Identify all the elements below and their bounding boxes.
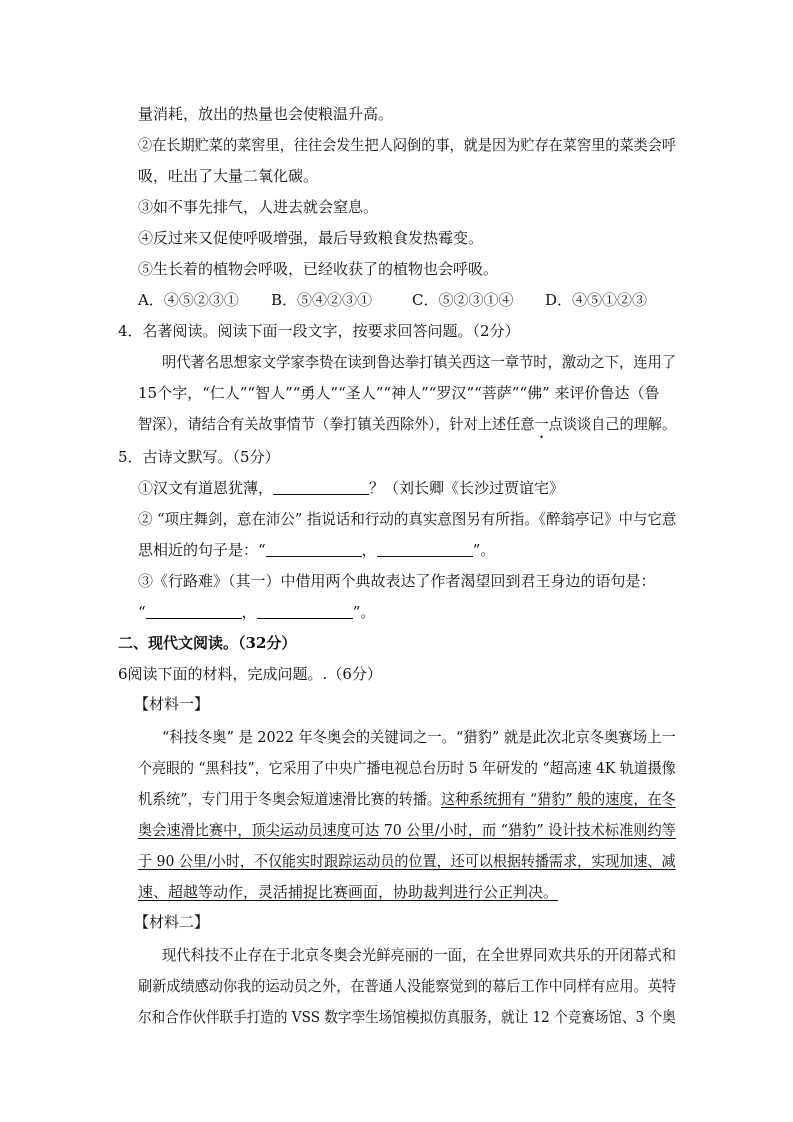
q5-item-1-source: ？（刘长卿《长沙过贾谊宅》 [369,479,565,497]
q4-line-1: 明代著名思想家文学家李贽在读到鲁达拳打镇关西这一章节时，激动之下，连用了 [162,353,677,371]
q5-blank-1[interactable] [273,480,369,495]
q4-line-3 [138,414,676,442]
material-1-line-6: 速、超越等动作，灵活捕捉比赛画面，协助裁判进行公正判决。 [138,883,559,901]
q4-emphasis-char: 一 [534,415,549,433]
material-2-line-3: 尔和合作伙伴联手打造的 VSS 数字孪生场馆模拟仿真服务，就让 12 个竞赛场馆、3 个奥 [138,1008,676,1026]
q5-item-3-line-2 [138,602,375,622]
q5-close-2: ”。 [352,603,376,621]
material-2-line-1: 现代科技不止存在于北京冬奥会光鲜亮丽的一面，在全世界同欢共乐的开闭幕式和 [162,946,677,964]
q5-blank-4[interactable] [146,604,242,619]
q4-title: 4．名著阅读。阅读下面一段文字，按要求回答问题。（2分） [118,322,520,340]
q5-item-1-prompt: ①汉文有道恩犹薄， [138,479,274,497]
q3-option-a: A．④⑤②③① [138,291,239,309]
material-1-line-5: 于 90 公里/小时，不仅能实时跟踪运动员的位置，还可以根据转播需求，实现加速、减 [138,852,676,870]
section-2-title: 二、现代文阅读。（32分） [118,634,297,652]
material-1-line-3b: 这种系统拥有 “猎豹” 般的速度，在冬 [440,790,676,808]
q5-open-quote: “ [138,603,146,621]
q6-title: 6阅读下面的材料，完成问题。.（6分） [118,665,382,683]
material-1-line-1: “科技冬奥” 是 2022 年冬奥会的关键词之一。“猎豹” 就是此次北京冬奥赛场上一 [162,728,676,746]
q3-option-b: B．⑤④②③① [271,291,373,309]
material-2-heading: 【材料二】 [134,913,210,931]
q5-comma-1: ， [361,541,377,559]
material-1-line-4: 奥会速滑比赛中，顶尖运动员速度可达 70 公里/小时，而 “猎豹” 设计技术标准则约等 [138,821,676,839]
material-1-line-3a: 机系统”，专门用于冬奥会短道速滑比赛的转播。 [138,790,441,808]
q3-line-5: ④反过来又促使呼吸增强，最后导致粮食发热霉变。 [138,229,484,247]
material-1-line-3 [138,789,676,809]
q3-line-2: ②在长期贮菜的菜窖里，往往会发生把人闷倒的事，就是因为贮存在菜窖里的菜类会呼 [138,136,677,154]
q5-comma-2: ， [241,603,257,621]
q3-line-3: 吸，吐出了大量二氧化碳。 [138,167,319,185]
q5-item-3-line-1: ③《行路难》（其一）中借用两个典故表达了作者渴望回到君王身边的语句是： [138,572,656,590]
q3-line-1: 量消耗，放出的热量也会使粮温升高。 [138,105,394,123]
q4-line-3b: 点谈谈自己的理解。 [548,415,677,433]
q5-blank-5[interactable] [257,604,353,619]
q5-blank-3[interactable] [377,542,473,557]
q5-item-1 [138,478,564,498]
q4-line-2: 15个字，“仁人”“智人”“勇人”“圣人”“神人”“罗汉”“菩萨”“佛” 来评价鲁达（鲁 [138,384,660,402]
q5-close-1: ”。 [472,541,496,559]
q5-blank-2[interactable] [266,542,362,557]
q4-line-3a: 智深），请结合有关故事情节（拳打镇关西除外），针对上述任意 [138,415,535,433]
q3-line-6: ⑤生长着的植物会呼吸，已经收获了的植物也会呼吸。 [138,260,499,278]
q3-line-4: ③如不事先排气，人进去就会窒息。 [138,198,379,216]
q5-item-2-line-2 [138,540,495,560]
q5-item-2-prompt: 思相近的句子是：“ [138,541,266,559]
material-2-line-2: 刷新成绩感动你我的运动员之外，在普通人没能察觉到的幕后工作中同样有应用。英特 [138,977,677,995]
q5-title: 5．古诗文默写。（5分） [118,448,280,466]
q5-item-2-line-1: ② “项庄舞剑，意在沛公” 指说话和行动的真实意图另有所指。《醉翁亭记》中与它意 [138,510,677,528]
material-1-line-2: 个亮眼的 “黑科技”，它采用了中央广播电视总台历时 5 年研发的 “超高速 4K 轨道摄像 [138,759,676,777]
q3-option-c: C．⑤②③①④ [412,291,514,309]
material-1-heading: 【材料一】 [134,695,210,713]
q3-option-d: D．④⑤①②③ [545,291,648,309]
